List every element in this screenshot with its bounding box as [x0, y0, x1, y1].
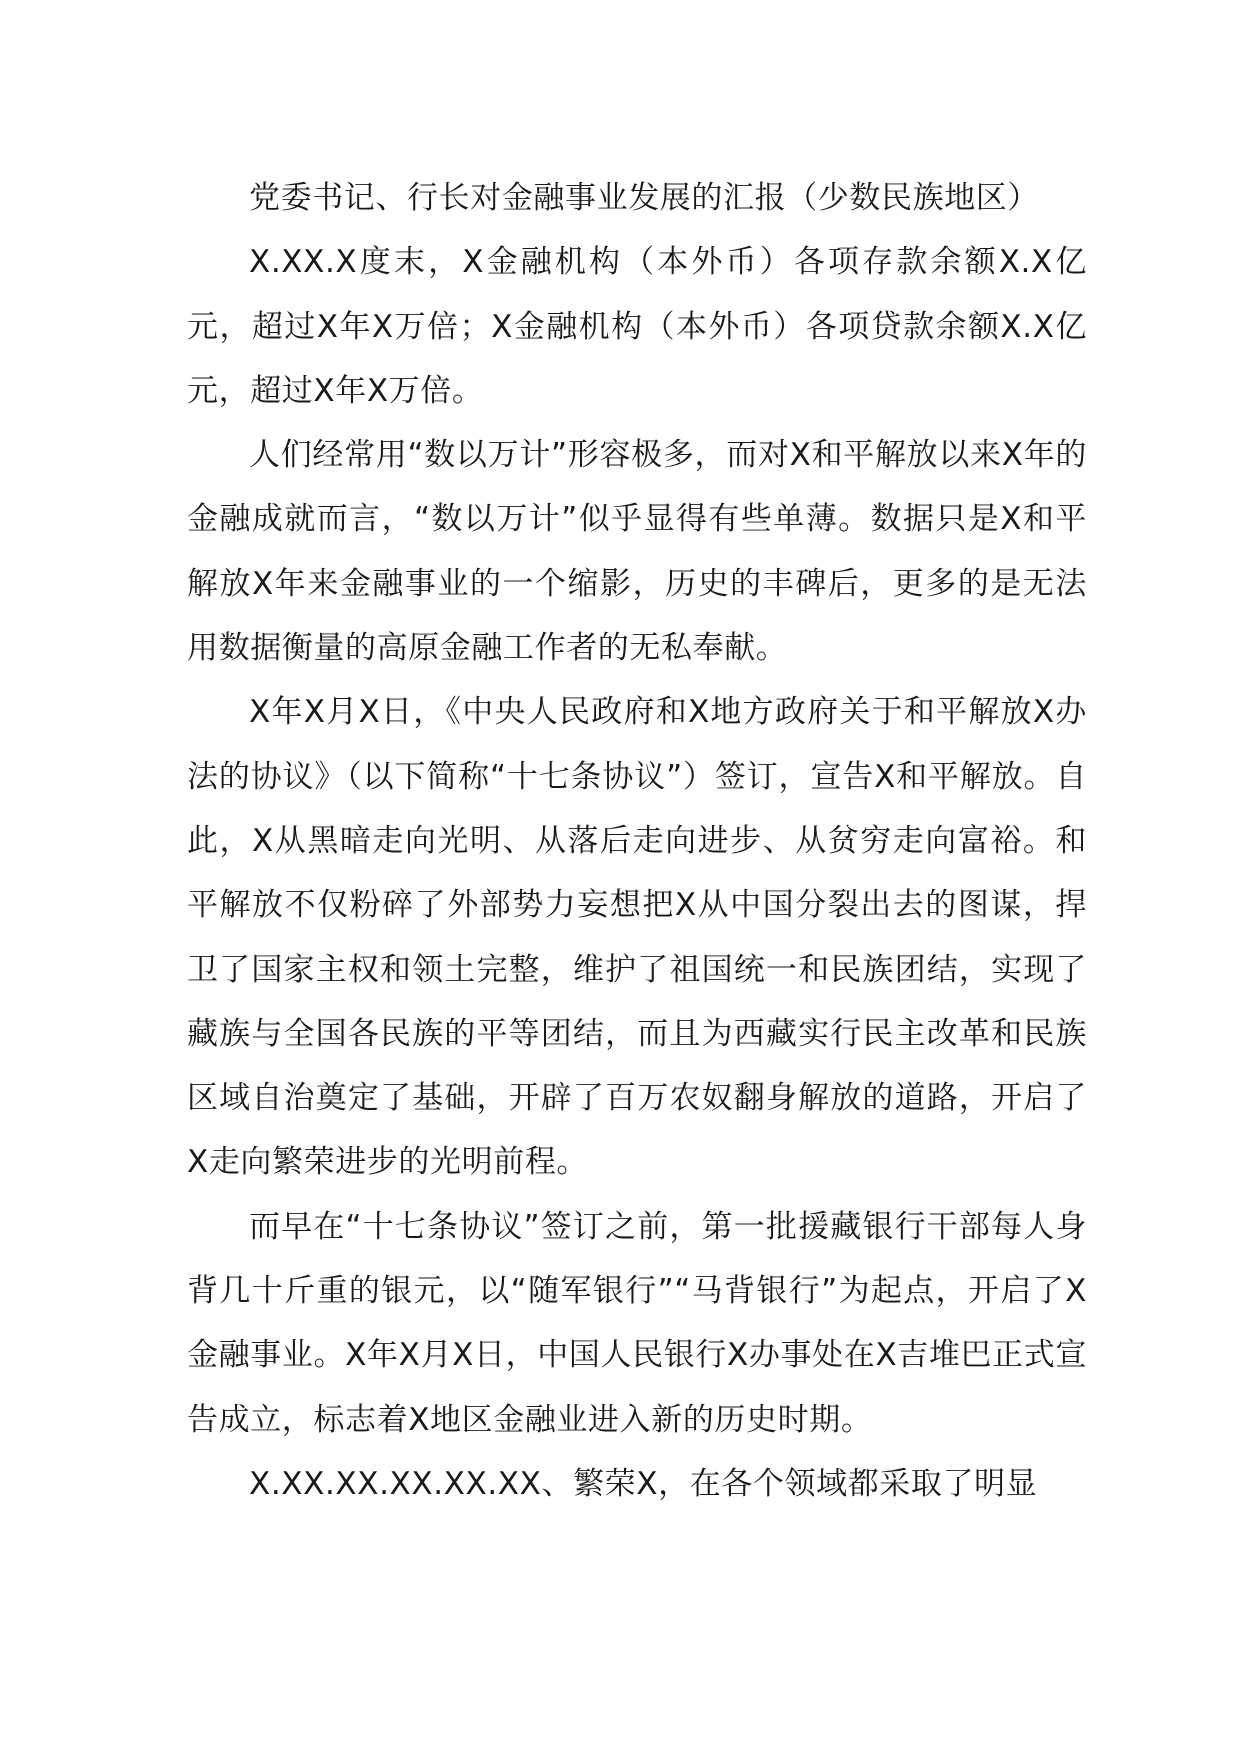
document-body [187, 166, 1087, 1516]
paragraph-peaceful-liberation: X年X月X日，《中央人民政府和X地方政府关于和平解放X办法的协议》（以下简称“十七条协议”）签订，宣告X和平解放。自此，X从黑暗走向光明、从落后走向进步、从贫穷走向富裕。和平解放不仅粉碎了外部势力妄想把X从中国分裂出去的图谋，捍卫了国家主权和领土完整，维护了祖国统一和民族团结，实现了藏族与全国各民族的平等团结，而且为西藏实行民主改革和民族区域自治奠定了基础，开辟了百万农奴翻身解放的道路，开启了X走向繁荣进步的光明前程。 [187, 694, 1087, 1181]
document-title: 党委书记、行长对金融事业发展的汇报（少数民族地区） [249, 180, 1039, 216]
paragraph-financial-achievements: 人们经常用“数以万计”形容极多，而对X和平解放以来X年的金融成就而言，“数以万计”似乎显得有些单薄。数据只是X和平解放X年来金融事业的一个缩影，历史的丰碑后，更多的是无法用数据衡量的高原金融工作者的无私奉献。 [187, 437, 1087, 667]
paragraph-early-banking-history: 而早在“十七条协议”签订之前，第一批援藏银行干部每人身背几十斤重的银元，以“随军银行”“马背银行”为起点，开启了X金融事业。X年X月X日，中国人民银行X办事处在X吉堆巴正式宣告成立，标志着X地区金融业进入新的历史时期。 [187, 1208, 1087, 1438]
paragraph-continuation: X.XX.XX.XX.XX.XX、繁荣X，在各个领域都采取了明显 [249, 1465, 1038, 1502]
paragraph-deposit-loan-figures: X.XX.X度末，X金融机构（本外币）各项存款余额X.X亿元，超过X年X万倍；X金融机构（本外币）各项贷款余额X.X亿元，超过X年X万倍。 [187, 244, 1087, 409]
